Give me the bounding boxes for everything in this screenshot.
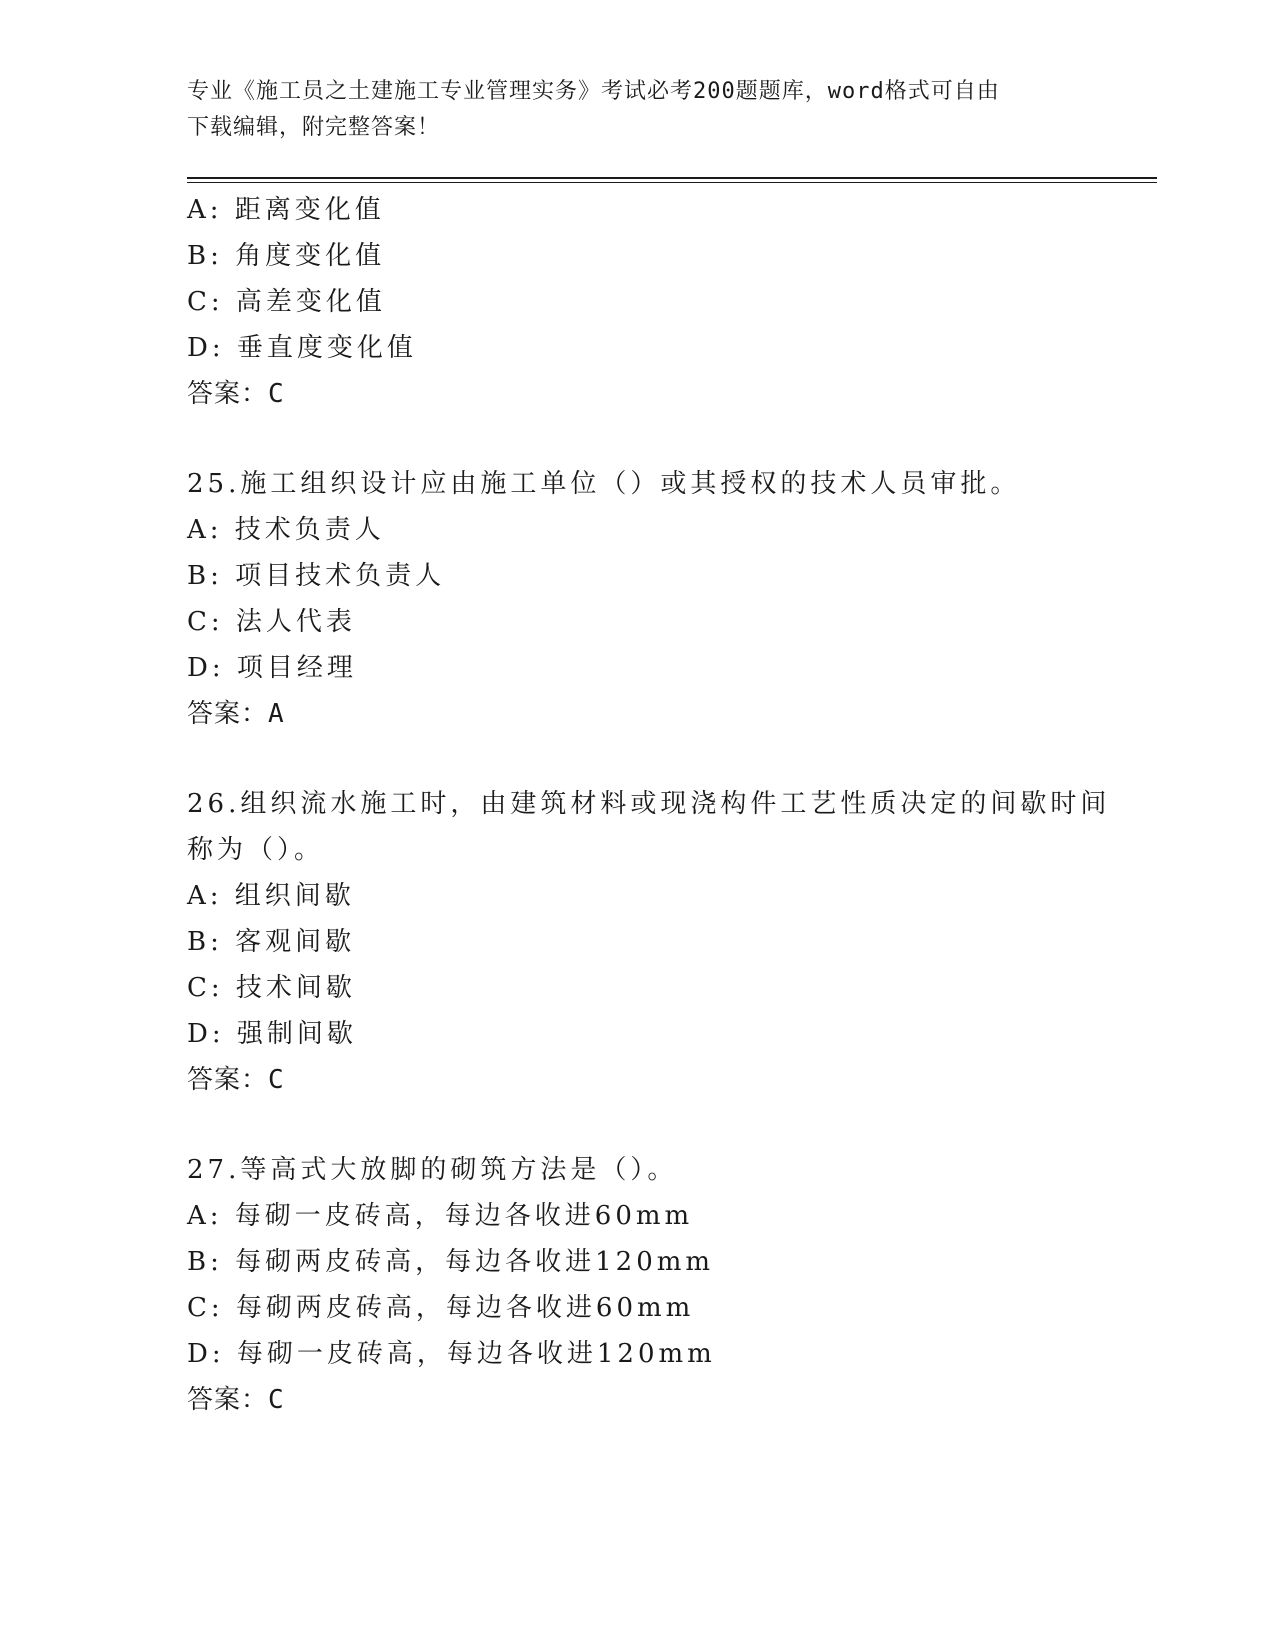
document-header	[187, 74, 1067, 146]
answer: 答案：C	[187, 379, 285, 409]
option-d: D: 每砌一皮砖高，每边各收进120mm	[187, 1339, 716, 1369]
question-25	[187, 461, 1087, 737]
option-b: B: 客观间歇	[187, 927, 356, 957]
option-d: D: 强制间歇	[187, 1019, 357, 1049]
answer: 答案：C	[187, 1065, 285, 1095]
question-26	[187, 781, 1111, 1103]
header-divider-thin	[187, 182, 1157, 183]
question-stem: 25.施工组织设计应由施工单位（）或其授权的技术人员审批。	[187, 469, 1021, 499]
option-c: C: 每砌两皮砖高，每边各收进60mm	[187, 1293, 695, 1323]
option-c: C: 高差变化值	[187, 287, 386, 317]
option-a: A: 组织间歇	[187, 881, 355, 911]
question-stem-line-1: 26.组织流水施工时，由建筑材料或现浇构件工艺性质决定的间歇时间	[187, 789, 1111, 819]
header-line-2: 下载编辑，附完整答案！	[187, 115, 441, 140]
spacer	[187, 417, 1087, 461]
option-b: B: 每砌两皮砖高，每边各收进120mm	[187, 1247, 715, 1277]
option-d: D: 垂直度变化值	[187, 333, 417, 363]
option-a: A: 每砌一皮砖高，每边各收进60mm	[187, 1201, 694, 1231]
option-d: D: 项目经理	[187, 653, 357, 683]
question-list	[187, 187, 1111, 1423]
option-c: C: 法人代表	[187, 607, 356, 637]
option-b: B: 项目技术负责人	[187, 561, 446, 591]
answer: 答案：C	[187, 1385, 285, 1415]
header-divider-thick	[187, 177, 1157, 179]
question-stem-line-2: 称为（）。	[187, 835, 325, 865]
question-stem: 27.等高式大放脚的砌筑方法是（）。	[187, 1155, 678, 1185]
option-a: A: 技术负责人	[187, 515, 385, 545]
header-line-1: 专业《施工员之土建施工专业管理实务》考试必考200题题库，word格式可自由	[187, 79, 1000, 104]
spacer	[187, 1103, 1087, 1147]
answer: 答案：A	[187, 699, 285, 729]
question-24	[187, 187, 1087, 417]
option-a: A: 距离变化值	[187, 195, 385, 225]
option-c: C: 技术间歇	[187, 973, 356, 1003]
spacer	[187, 737, 1087, 781]
question-27	[187, 1147, 1087, 1423]
option-b: B: 角度变化值	[187, 241, 386, 271]
